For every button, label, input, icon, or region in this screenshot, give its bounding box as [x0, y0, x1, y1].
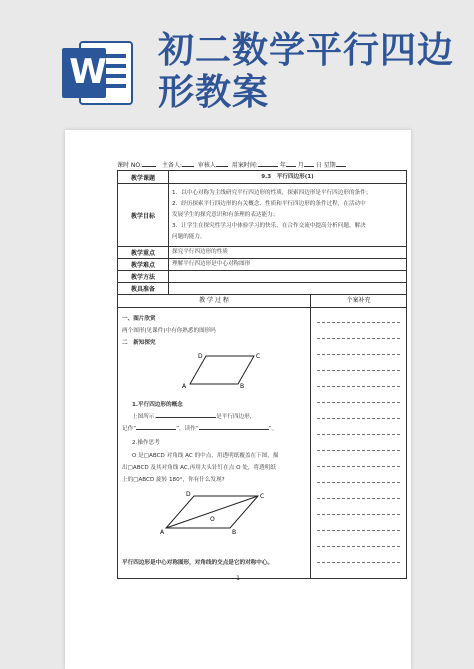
note-line [317, 530, 400, 531]
row-value: 探究平行四边形的性质 [172, 249, 228, 255]
objective-line: 2．经历探索平行四边形的有关概念、性质和平行四边形的条件过程，在活动中 [172, 201, 366, 207]
row-value: 9.3 平行四边形(1) [261, 174, 314, 180]
vertex-label-d: D [198, 353, 203, 360]
vertex-label-b: B [240, 383, 245, 390]
row-value [169, 283, 406, 294]
vertex-label-a: A [182, 383, 187, 390]
row-value [169, 271, 406, 282]
center-label-o: O [210, 516, 215, 523]
row-label: 教学方法 [118, 271, 169, 282]
row-label: 教具准备 [118, 283, 169, 294]
note-line [317, 418, 400, 419]
objective-line: 1．以中心对称为主线研究平行四边形的性质，探索四边形是平行四边形的条件； [172, 190, 372, 196]
header-banner [0, 0, 474, 115]
fill-text: ”。 [268, 426, 278, 432]
row-label: 教学目标 [118, 184, 169, 246]
row-value: 理解平行四边形是中心对称图形 [172, 261, 251, 267]
process-column-header: 教 学 过 程 [118, 295, 311, 307]
row-topic [118, 171, 406, 184]
title-line-1: 初二数学平行四边 [158, 30, 455, 71]
process-header [118, 295, 406, 308]
note-line [317, 466, 400, 467]
conclusion: 平行四边形是中心对称图形，对角线的交点是它的对称中心。 [122, 560, 274, 566]
note-line [317, 338, 400, 339]
section-heading: 1.平行四边形的概念 [132, 402, 183, 408]
use-time-label: 用案时间: [231, 162, 258, 169]
note-line [317, 322, 400, 323]
vertex-label-b: B [232, 529, 237, 536]
paragraph: O 是□ABCD 对角线 AC 的中点，用透明纸覆盖在下图，描 [132, 453, 279, 459]
reviewer-label: 审核人 [197, 162, 216, 169]
parallelogram-figure [178, 350, 268, 390]
note-line [317, 514, 400, 515]
objective-line: 问题的能力。 [172, 234, 206, 240]
section-heading: 2.操作思考 [132, 440, 160, 446]
note-line [317, 386, 400, 387]
row-key-points [118, 247, 406, 259]
parallelogram-diagonal-figure [158, 488, 268, 536]
row-label: 教学重点 [118, 247, 169, 258]
word-logo-letter: W [69, 52, 107, 92]
row-tools [118, 283, 406, 295]
row-label: 教学课题 [118, 171, 169, 183]
paragraph [132, 412, 252, 420]
preparer-label: 主备人: [161, 162, 182, 169]
note-line [317, 402, 400, 403]
word-document-icon [62, 40, 134, 106]
note-line [317, 434, 400, 435]
objective-line: 发展学生的探究意识和有条理的表达能力； [172, 212, 279, 218]
page-number: - 1 - [232, 575, 244, 582]
paragraph: 两个图形(见课件)中有你熟悉的图形吗 [122, 328, 216, 334]
row-value [169, 184, 406, 246]
fill-text: 是平行四边形, [216, 414, 252, 420]
process-body [118, 308, 406, 578]
row-difficulty [118, 259, 406, 271]
vertex-label-d: D [186, 491, 191, 498]
fill-text: ”，读作“ [176, 426, 199, 432]
row-method [118, 271, 406, 283]
page-title [158, 30, 458, 114]
vertex-label-c: C [260, 493, 265, 500]
note-line [317, 482, 400, 483]
month-label: 月 [297, 162, 304, 169]
section-heading: 二 新知探究 [122, 340, 156, 346]
process-content [118, 308, 311, 578]
note-line [317, 498, 400, 499]
lesson-no-label: 课时 NO: [117, 162, 143, 169]
note-line [317, 546, 400, 547]
section-heading: 一、图片欣赏 [122, 316, 156, 322]
parallelogram-shape [190, 356, 254, 384]
note-line [317, 354, 400, 355]
lesson-plan-table [117, 170, 407, 579]
year-label: 年 [279, 162, 286, 169]
note-line [317, 562, 400, 563]
row-objectives [118, 184, 406, 247]
paragraph: 出□ABCD 及其对角线 AC,再用大头针钉在点 O 处，将透明纸 [122, 465, 276, 471]
objective-line: 3．让学生在探究性学习中体验学习的快乐，在合作交流中提高分析问题、解决 [172, 223, 366, 229]
title-line-2: 形教案 [158, 72, 270, 113]
note-line [317, 450, 400, 451]
meta-line [117, 160, 407, 169]
paragraph [122, 424, 277, 432]
fill-text: 记作“ [122, 426, 137, 432]
document-page [65, 130, 411, 669]
note-line [317, 370, 400, 371]
supplement-column [311, 308, 406, 578]
supplement-column-header: 个案补充 [346, 297, 371, 304]
paragraph: 上的□ABCD 旋转 180°，你有什么发现? [122, 477, 225, 483]
vertex-label-c: C [256, 353, 261, 360]
fill-text: 上图所示, [132, 414, 157, 420]
row-label: 教学难点 [118, 259, 169, 270]
vertex-label-a: A [160, 529, 165, 536]
day-label: 日 星期 [315, 162, 336, 169]
